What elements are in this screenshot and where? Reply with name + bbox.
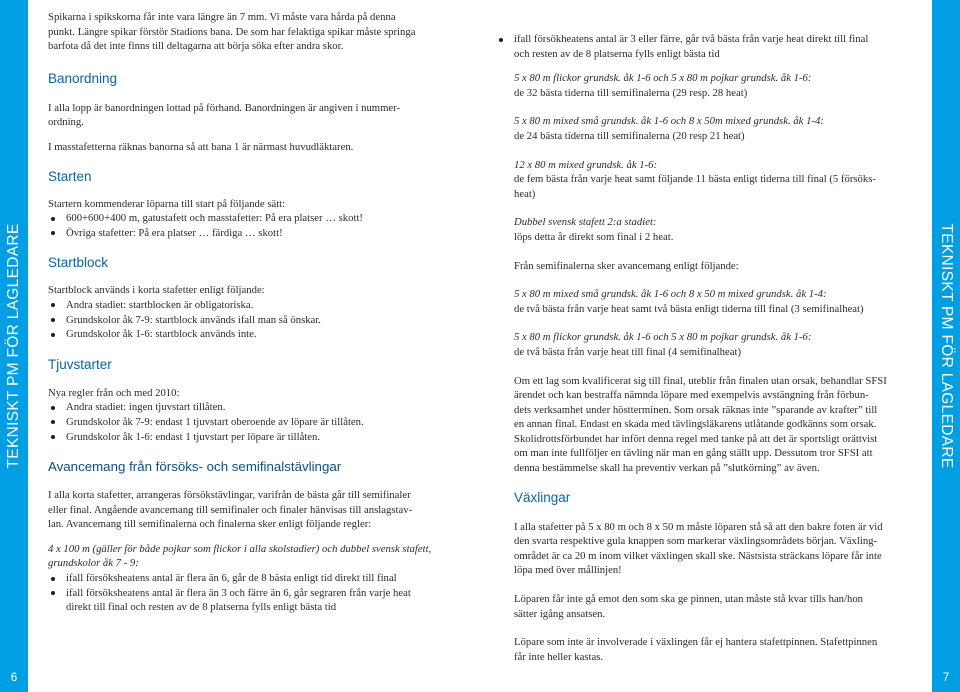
text-line: I alla lopp är banordningen lottad på förhand. Banordningen är angiven i nummer- bbox=[48, 101, 401, 114]
text-line: I alla stafetter på 5 x 80 m och 8 x 50 m måste löparen stå så att den bakre foten är vid bbox=[514, 520, 883, 533]
tjuvstarter-list bbox=[48, 400, 458, 444]
left-column bbox=[48, 10, 458, 615]
text-line: de två bästa från varje heat samt två bästa enligt tiderna till final (3 semifinalheat) bbox=[514, 302, 864, 315]
vaxlingar-heading: Växlingar bbox=[514, 489, 571, 505]
text-line: de två bästa från varje heat till final (4 semifinalheat) bbox=[514, 345, 742, 358]
text-line: eller final. Angående avancemang till semifinaler och finaler hänvisas till anslagstav- bbox=[48, 503, 413, 516]
vaxlingar-p2 bbox=[514, 592, 918, 621]
semi-intro: Från semifinalerna sker avancemang enligt följande: bbox=[514, 259, 739, 272]
intro-line: Spikarna i spikskorna får inte vara längre än 7 mm. Vi måste vara hårda på denna bbox=[48, 11, 396, 23]
vaxlingar-p3 bbox=[514, 635, 918, 664]
intro-line: barfota då det inte finns till deltagarna att börja söka efter andra skor. bbox=[48, 40, 344, 53]
text-line: sätter igång ansatsen. bbox=[514, 607, 606, 620]
tjuvstarter-heading: Tjuvstarter bbox=[48, 356, 112, 372]
list-item bbox=[496, 32, 918, 61]
text-line: de fem bästa från varje heat samt följande 11 bästa enligt tiderna till final (5 försöks- bbox=[514, 173, 876, 186]
text-line: får inte heller kastas. bbox=[514, 650, 604, 663]
avancemang-italic bbox=[48, 542, 458, 571]
list-item bbox=[48, 586, 458, 615]
italic-line: 12 x 80 m mixed grundsk. åk 1-6: bbox=[514, 158, 658, 171]
page-number-right: 7 bbox=[942, 670, 950, 684]
semi-block bbox=[514, 330, 918, 359]
text-line: en annan final. Endast en skada med tävlingsläkarens utlåtande godkänns som orsak. bbox=[514, 418, 877, 431]
starten-list bbox=[48, 211, 458, 240]
list-item: Grundskolor åk 7-9: startblock används ifall man så önskar. bbox=[48, 313, 458, 328]
page-number-left: 6 bbox=[10, 670, 18, 684]
side-label-left: TEKNISKT PM FÖR LAGLEDARE bbox=[5, 223, 22, 469]
list-item: 600+600+400 m, gatustafett och masstafetter: På era platser … skott! bbox=[48, 211, 458, 226]
left-side-bar bbox=[0, 0, 28, 692]
text-line: området är ca 20 m inom vilket växlingen skall ske. Nästsista sträckans löpare får inte bbox=[514, 549, 882, 562]
right-column bbox=[514, 32, 918, 664]
advance-block bbox=[514, 215, 918, 244]
starten-heading: Starten bbox=[48, 168, 92, 184]
banordning-heading: Banordning bbox=[48, 70, 118, 86]
banordning-p2: I masstafetterna räknas banorna så att bana 1 är närmast huvudläktaren. bbox=[48, 140, 354, 153]
text-line: dets verksamhet under höstterminen. Som orsak räknas inte ”sparande av krafter” till bbox=[514, 403, 878, 416]
italic-line: 5 x 80 m flickor grundsk. åk 1-6 och 5 x 80 m pojkar grundsk. åk 1-6: bbox=[514, 331, 812, 344]
intro-paragraph bbox=[48, 10, 458, 54]
italic-line: 5 x 80 m mixed små grundsk. åk 1-6 och 8 x 50m mixed grundsk. åk 1-4: bbox=[514, 115, 824, 128]
list-item: Andra stadiet: startblocken är obligatoriska. bbox=[48, 298, 458, 313]
list-item: Övriga stafetter: På era platser … färdiga … skott! bbox=[48, 226, 458, 241]
text-line: lan. Avancemang till semifinalerna och finalerna sker enligt följande regler: bbox=[48, 518, 372, 531]
text-line: denna bestämmelse skall ha preventiv verkan på ”slutkörning” av även. bbox=[514, 462, 820, 475]
text-line: ifall försöksheatens antal är flera än 6, går de 8 bästa enligt tid direkt till final bbox=[66, 572, 397, 585]
banordning-p1 bbox=[48, 101, 458, 130]
italic-line: 4 x 100 m (gäller för både pojkar som flickor i alla skolstadier) och dubbel svensk stafett, bbox=[48, 542, 432, 555]
list-item: Grundskolor åk 1-6: endast 1 tjuvstart per löpare är tillåten. bbox=[48, 430, 458, 445]
advance-block bbox=[514, 114, 918, 143]
text-line: den svarta respektive gula knappen som markerar växlingsområdets början. Växling- bbox=[514, 535, 878, 548]
startblock-text: Startblock används i korta stafetter enligt följande: bbox=[48, 284, 265, 297]
avancemang-list bbox=[48, 571, 458, 615]
advance-block bbox=[514, 71, 918, 100]
vaxlingar-p1 bbox=[514, 520, 918, 578]
text-line: ifall försöksheatens antal är flera än 3 och färre än 6, går segraren från varje heat bbox=[66, 586, 411, 599]
text-line: och resten av de 8 platserna fylls enligt bästa tid bbox=[514, 47, 720, 60]
text-line: de 24 bästa tiderna till semifinalerna (20 resp 21 heat) bbox=[514, 129, 745, 142]
text-line: ifall försökheatens antal är 3 eller färre, går två bästa från varje heat direkt till final bbox=[514, 33, 869, 45]
italic-line: 5 x 80 m flickor grundsk. åk 1-6 och 5 x 80 m pojkar grundsk. åk 1-6: bbox=[514, 72, 812, 85]
text-line: Löpare som inte är involverade i växlingen får ej hantera stafettpinnen. Stafettpinnen bbox=[514, 636, 878, 649]
tjuvstarter-text: Nya regler från och med 2010: bbox=[48, 386, 180, 399]
text-line: direkt till final och resten av de 8 platserna fylls enligt bästa tid bbox=[66, 601, 337, 614]
advance-block bbox=[514, 158, 918, 202]
right-side-bar bbox=[932, 0, 960, 692]
starten-text: Startern kommenderar löparna till start på följande sätt: bbox=[48, 197, 286, 210]
startblock-heading: Startblock bbox=[48, 255, 109, 271]
text-line: ordning. bbox=[48, 116, 84, 129]
text-line: om man inte fullföljer en tävling när man en gång ställt upp. Dessutom tror SFSI att bbox=[514, 447, 873, 460]
list-item bbox=[48, 571, 458, 586]
list-item: Andra stadiet: ingen tjuvstart tillåten. bbox=[48, 400, 458, 415]
text-line: de 32 bästa tiderna till semifinalerna (29 resp. 28 heat) bbox=[514, 86, 748, 99]
text-line: heat) bbox=[514, 187, 536, 200]
side-label-right: TEKNISKT PM FÖR LAGLEDARE bbox=[938, 223, 955, 469]
list-item: Grundskolor åk 7-9: endast 1 tjuvstart oberoende av löpare är tillåten. bbox=[48, 415, 458, 430]
intro-line: punkt. Längre spikar förstör Stadions bana. De som har felaktiga spikar måste springa bbox=[48, 25, 416, 38]
text-line: löpa med över mållinjen! bbox=[514, 564, 622, 577]
italic-line: 5 x 80 m mixed små grundsk. åk 1-6 och 8 x 50 m mixed grundsk. åk 1-4: bbox=[514, 288, 827, 301]
avancemang-p1 bbox=[48, 488, 458, 532]
text-line: löps detta år direkt som final i 2 heat. bbox=[514, 230, 674, 243]
list-item: Grundskolor åk 1-6: startblock används inte. bbox=[48, 327, 458, 342]
top-bullet-list bbox=[496, 32, 918, 61]
lag-paragraph bbox=[514, 374, 918, 476]
text-line: ärendet och kan bestraffa nämnda löpare med exempelvis avstängning från förbun- bbox=[514, 389, 869, 402]
startblock-list bbox=[48, 298, 458, 342]
text-line: Skolidrottsförbundet har infört denna regel med tanke på att det är sportsligt orättvist bbox=[514, 432, 878, 445]
italic-line: grundskolor åk 7 - 9: bbox=[48, 557, 139, 570]
semi-block bbox=[514, 287, 918, 316]
text-line: Löparen får inte gå emot den som ska ge pinnen, utan måste stå kvar tills han/hon bbox=[514, 593, 864, 606]
text-line: I alla korta stafetter, arrangeras försökstävlingar, varifrån de bästa går till semifinaler bbox=[48, 489, 411, 502]
text-line: Om ett lag som kvalificerat sig till final, uteblir från finalen utan orsak, behandlar SFSI bbox=[514, 374, 887, 387]
avancemang-heading: Avancemang från försöks- och semifinalstävlingar bbox=[48, 459, 342, 475]
italic-line: Dubbel svensk stafett 2:a stadiet: bbox=[514, 216, 657, 229]
